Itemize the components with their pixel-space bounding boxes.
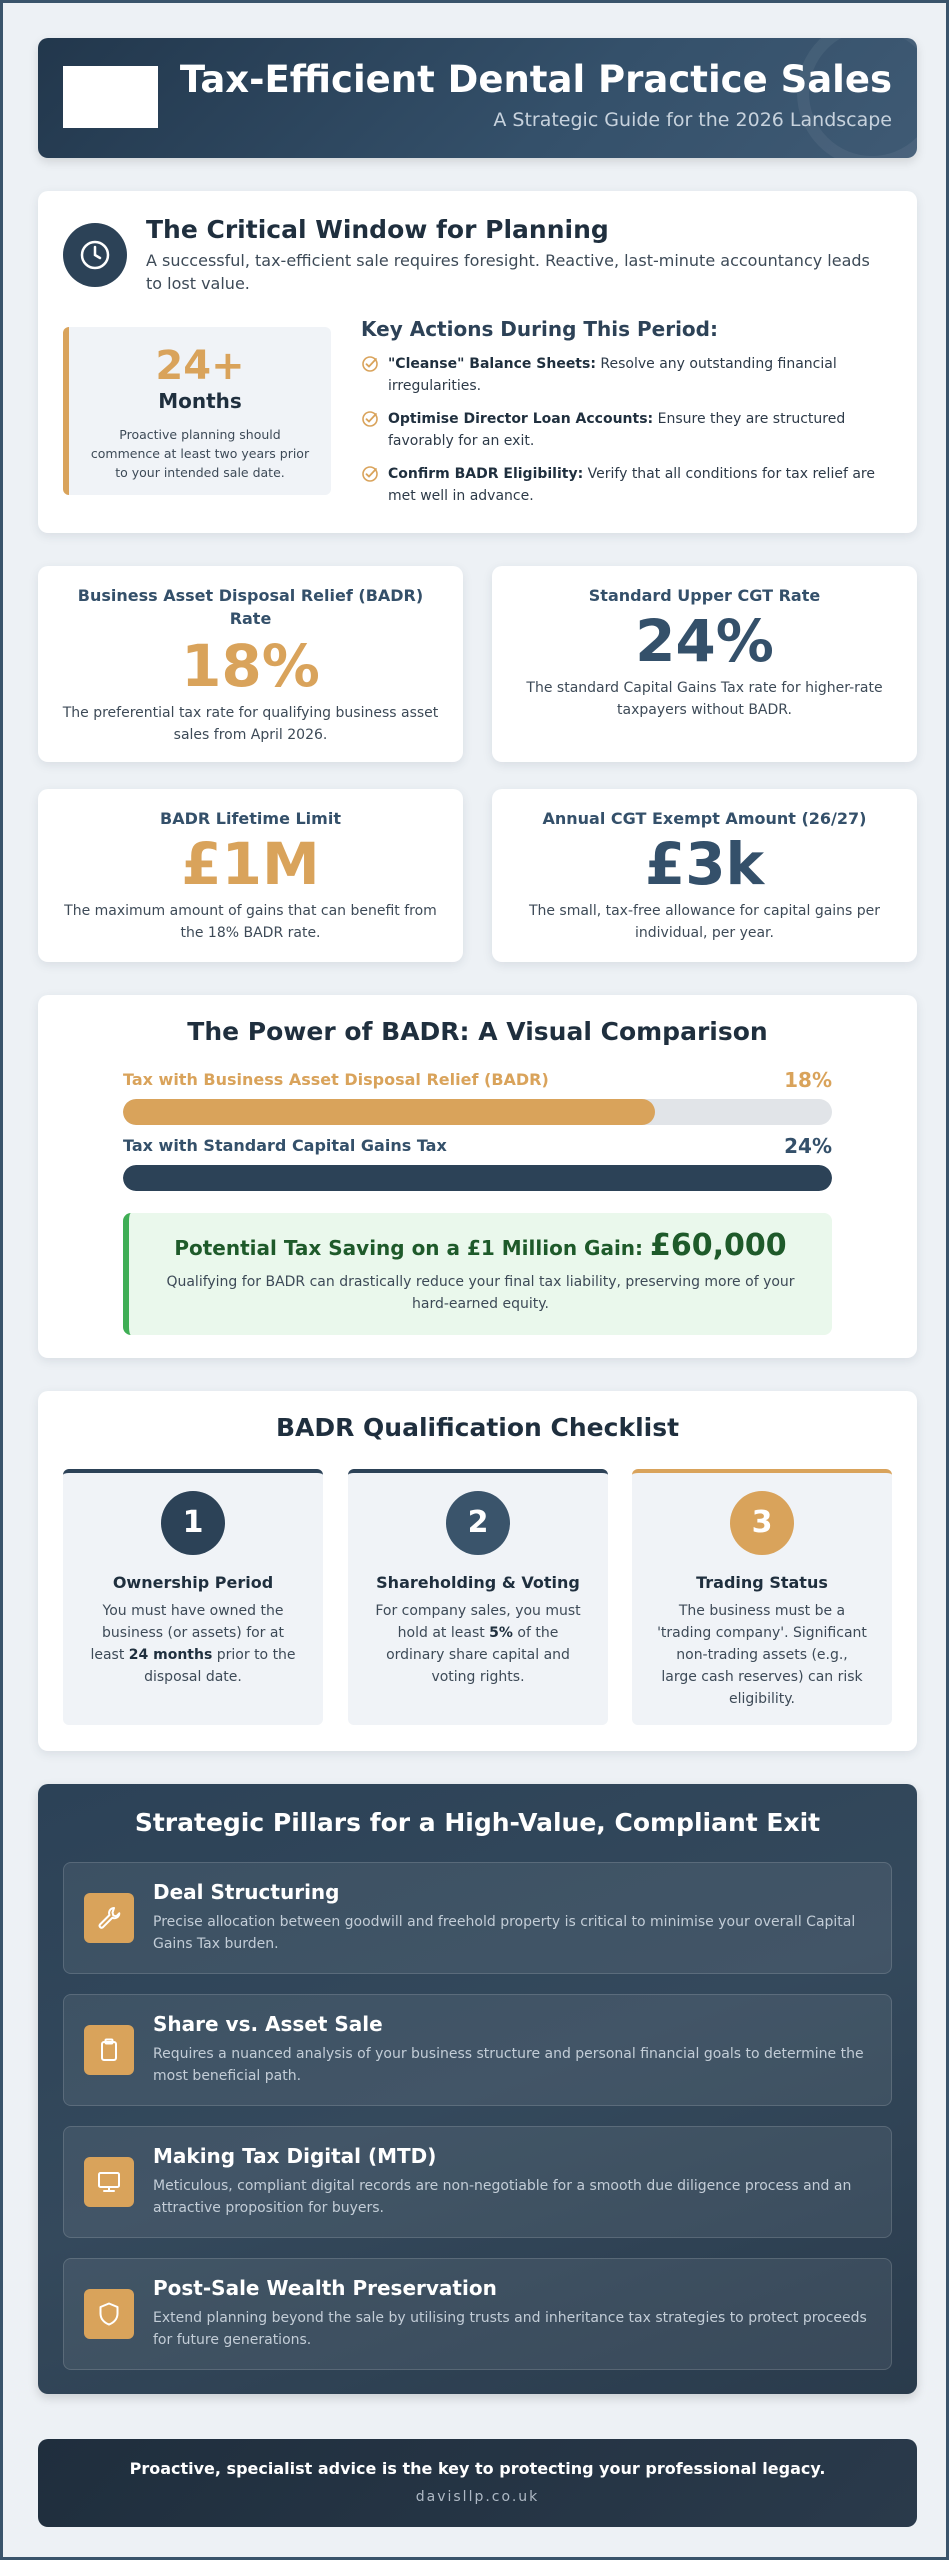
step-text-bold: 5% — [489, 1625, 513, 1641]
rate-value: £1M — [181, 830, 320, 898]
rates-row — [38, 566, 917, 762]
pillar-description: Extend planning beyond the sale by utilising trusts and inheritance tax strategies to protect proceeds for future generations. — [153, 2310, 867, 2348]
checklist-step — [63, 1469, 323, 1725]
step-title: Trading Status — [696, 1573, 828, 1592]
key-action-bold: "Cleanse" Balance Sheets: — [388, 356, 596, 372]
pillars-title: Strategic Pillars for a High-Value, Compliant Exit — [134, 1808, 821, 1837]
pillar-share-vs-asset — [63, 1994, 892, 2106]
pillar-title: Deal Structuring — [153, 1880, 340, 1904]
rate-card-exempt-amount — [492, 789, 917, 962]
key-action-item — [361, 353, 891, 397]
saving-amount: £60,000 — [650, 1228, 787, 1263]
saving-body: Qualifying for BADR can drastically reduce your final tax liability, preserving more of your hard-earned equity. — [166, 1274, 795, 1312]
bar-label: Tax with Standard Capital Gains Tax — [123, 1136, 447, 1155]
check-circle-icon — [361, 410, 381, 452]
cgt-bar-row — [123, 1136, 832, 1191]
rate-value: 24% — [635, 607, 774, 675]
bar-fill — [123, 1165, 832, 1191]
infographic — [38, 38, 917, 2527]
key-action-item — [361, 463, 891, 507]
shield-icon — [84, 2289, 134, 2339]
wrench-icon — [84, 1893, 134, 1943]
months-stat-value: 24+ — [155, 343, 245, 389]
limits-row — [38, 789, 917, 962]
rate-description: The preferential tax rate for qualifying business asset sales from April 2026. — [62, 705, 439, 743]
window-intro: A successful, tax-efficient sale requires foresight. Reactive, last-minute accountancy leads to lost value. — [146, 251, 870, 293]
footer-banner — [38, 2439, 917, 2527]
comparison-title: The Power of BADR: A Visual Comparison — [187, 1017, 768, 1046]
key-actions-title: Key Actions During This Period: — [361, 317, 718, 341]
rate-description: The small, tax-free allowance for capital gains per individual, per year. — [528, 903, 881, 941]
checklist-step — [632, 1469, 892, 1725]
qualification-checklist-card — [38, 1391, 917, 1751]
rate-label: Standard Upper CGT Rate — [588, 586, 821, 605]
months-stat-box — [63, 327, 331, 495]
key-actions — [361, 317, 891, 518]
rate-card-lifetime-limit — [38, 789, 463, 962]
key-action-text: Resolve any outstanding financial irregularities. — [388, 356, 837, 394]
tax-saving-callout — [123, 1213, 832, 1335]
rate-description: The maximum amount of gains that can benefit from the 18% BADR rate. — [64, 903, 437, 941]
bar-value-label: 24% — [784, 1134, 832, 1158]
pillar-title: Share vs. Asset Sale — [153, 2012, 383, 2036]
monitor-icon — [84, 2157, 134, 2207]
pillar-description: Precise allocation between goodwill and freehold property is critical to minimise your overall Capital Gains Tax burden. — [153, 1914, 856, 1952]
key-action-text: Ensure they are structured favorably for an exit. — [388, 411, 846, 449]
pillar-title: Post-Sale Wealth Preservation — [153, 2276, 497, 2300]
critical-window-card — [38, 191, 917, 533]
step-text: The business must be a 'trading company'. Significant non-trading assets (e.g., large cash reserves) can risk eligibility. — [657, 1603, 867, 1707]
logo-placeholder — [63, 66, 158, 128]
months-stat-note: Proactive planning should commence at least two years prior to your intended sale date. — [90, 427, 310, 480]
key-action-item — [361, 408, 891, 452]
pillar-wealth-preservation — [63, 2258, 892, 2370]
key-action-bold: Optimise Director Loan Accounts: — [388, 411, 654, 427]
checklist-title: BADR Qualification Checklist — [275, 1413, 680, 1442]
step-text: You must have owned the business (or assets) for at least — [90, 1603, 284, 1663]
checklist-step — [348, 1469, 608, 1725]
clipboard-icon — [84, 2025, 134, 2075]
strategic-pillars-section — [38, 1784, 917, 2394]
step-number: 1 — [161, 1491, 225, 1555]
rate-label: Annual CGT Exempt Amount (26/27) — [542, 809, 867, 828]
key-action-text: Verify that all conditions for tax relief are met well in advance. — [388, 466, 875, 504]
step-title: Shareholding & Voting — [376, 1573, 580, 1592]
key-action-bold: Confirm BADR Eligibility: — [388, 466, 584, 482]
pillar-mtd — [63, 2126, 892, 2238]
saving-heading: Potential Tax Saving on a £1 Million Gain: — [174, 1236, 644, 1260]
check-circle-icon — [361, 355, 381, 397]
window-title: The Critical Window for Planning — [146, 215, 609, 244]
rate-card-cgt — [492, 566, 917, 762]
bar-fill — [123, 1099, 655, 1125]
rate-description: The standard Capital Gains Tax rate for higher-rate taxpayers without BADR. — [526, 680, 883, 718]
rate-label: Business Asset Disposal Relief (BADR) Rate — [77, 586, 424, 628]
step-text: prior to the disposal date. — [144, 1647, 296, 1685]
step-text: For company sales, you must hold at least — [375, 1603, 581, 1641]
step-text-bold: 24 months — [128, 1647, 213, 1663]
pillar-description: Requires a nuanced analysis of your business structure and personal financial goals to determine the most beneficial path. — [153, 2046, 864, 2084]
clock-icon — [63, 223, 127, 287]
page-title: Tax-Efficient Dental Practice Sales — [179, 58, 892, 101]
step-text: of the ordinary share capital and voting rights. — [386, 1625, 570, 1685]
months-stat-unit: Months — [158, 389, 242, 413]
rate-value: £3k — [644, 830, 765, 898]
bar-label: Tax with Business Asset Disposal Relief (BADR) — [123, 1070, 549, 1089]
bar-track — [123, 1099, 832, 1125]
pillar-deal-structuring — [63, 1862, 892, 1974]
rate-value: 18% — [181, 632, 320, 700]
footer-message: Proactive, specialist advice is the key to protecting your professional legacy. — [129, 2459, 826, 2478]
step-number: 2 — [446, 1491, 510, 1555]
badr-bar-row — [123, 1070, 832, 1125]
bar-value-label: 18% — [784, 1068, 832, 1092]
step-number: 3 — [730, 1491, 794, 1555]
rate-card-badr — [38, 566, 463, 762]
step-title: Ownership Period — [112, 1573, 274, 1592]
badr-comparison-card — [38, 995, 917, 1358]
rate-label: BADR Lifetime Limit — [160, 809, 341, 828]
pillar-title: Making Tax Digital (MTD) — [153, 2144, 437, 2168]
page-subtitle: A Strategic Guide for the 2026 Landscape — [493, 109, 892, 131]
bar-track — [123, 1165, 832, 1191]
pillar-description: Meticulous, compliant digital records are non-negotiable for a smooth due diligence process and an attractive proposition for buyers. — [153, 2178, 852, 2216]
header-banner — [38, 38, 917, 158]
check-circle-icon — [361, 465, 381, 507]
footer-website-link[interactable]: davisllp.co.uk — [415, 2489, 540, 2505]
